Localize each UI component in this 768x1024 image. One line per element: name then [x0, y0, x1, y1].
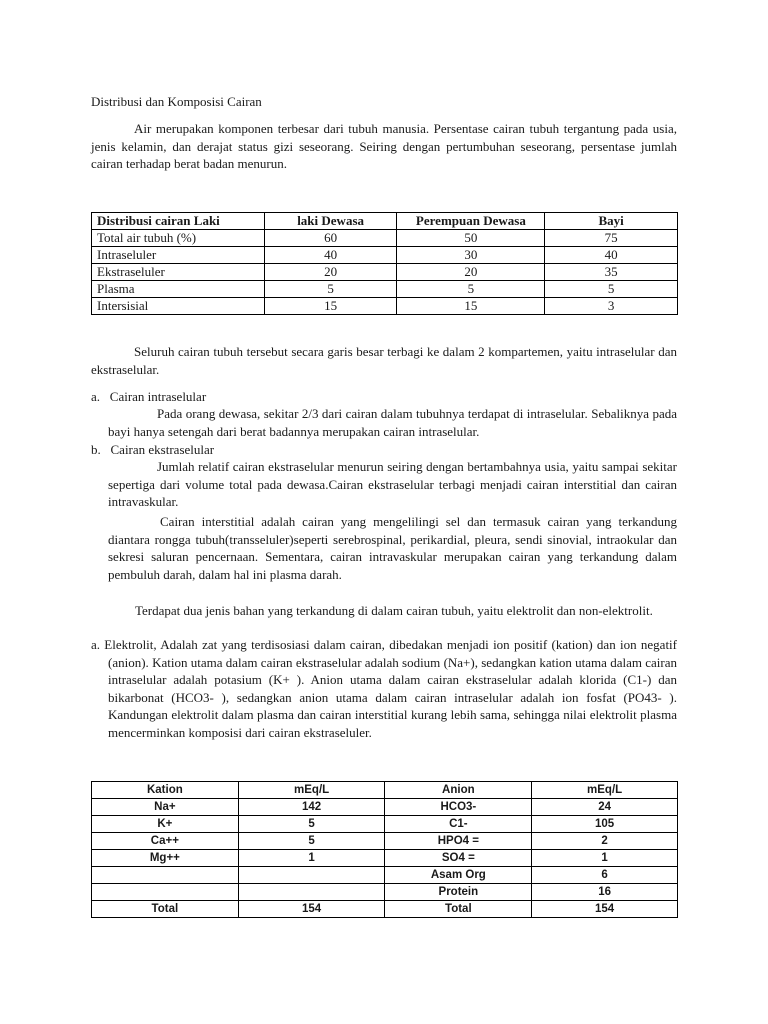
table-cell: 35: [545, 264, 678, 281]
table-cell: Protein: [385, 884, 532, 901]
table-cell: Total: [92, 901, 239, 918]
table-cell: 50: [397, 230, 545, 247]
table-cell: HPO4 =: [385, 833, 532, 850]
table-total-row: [92, 901, 678, 918]
table-header-cell: Bayi: [545, 213, 678, 230]
table-cell: 154: [238, 901, 385, 918]
table-cell: 5: [238, 816, 385, 833]
table-cell: [238, 867, 385, 884]
table-row: [92, 850, 678, 867]
table-header-cell: mEq/L: [238, 782, 385, 799]
table-header-row: [92, 782, 678, 799]
table-cell: 15: [397, 298, 545, 315]
table-cell: 30: [397, 247, 545, 264]
table-cell: HCO3-: [385, 799, 532, 816]
table-cell: Ca++: [92, 833, 239, 850]
fluid-distribution-table: [91, 212, 678, 315]
compartment-paragraph: Seluruh cairan tubuh tersebut secara garis besar terbagi ke dalam 2 kompartemen, yaitu intraselular dan ekstraselular.: [91, 344, 677, 377]
table-cell: 5: [264, 281, 397, 298]
table-row: [92, 230, 678, 247]
table-row: [92, 884, 678, 901]
table-cell: Plasma: [92, 281, 265, 298]
table-cell: 6: [532, 867, 678, 884]
table-row: [92, 281, 678, 298]
table-cell: Intersisial: [92, 298, 265, 315]
list-item-text: Pada orang dewasa, sekitar 2/3 dari cairan dalam tubuhnya terdapat di intraselular. Sebaliknya pada bayi hanya setengah dari berat badannya merupakan cairan intraselular.: [108, 406, 677, 439]
table-cell: Total air tubuh (%): [92, 230, 265, 247]
table-cell: 40: [545, 247, 678, 264]
electrolyte-intro-paragraph: Terdapat dua jenis bahan yang terkandung di dalam cairan tubuh, yaitu elektrolit dan non-elektrolit.: [135, 603, 653, 618]
table-cell: 40: [264, 247, 397, 264]
intro-paragraph: Air merupakan komponen terbesar dari tubuh manusia. Persentase cairan tubuh tergantung pada usia, jenis kelamin, dan derajat status gizi seseorang. Seiring dengan pertumbuhan seseorang, persentase jumlah cairan terhadap berat badan menurun.: [91, 121, 677, 171]
table-header-cell: laki Dewasa: [264, 213, 397, 230]
table-row: [92, 264, 678, 281]
list-item-heading: b. Cairan ekstraselular: [91, 442, 215, 457]
table-cell: Ekstraseluler: [92, 264, 265, 281]
table-row: [92, 867, 678, 884]
table-cell: 60: [264, 230, 397, 247]
list-item-text: Jumlah relatif cairan ekstraselular menurun seiring dengan bertambahnya usia, yaitu sampai sekitar sepertiga dari volume total pada dewasa.Cairan ekstraselular terbagi menjadi cairan interstitial dan cairan intravaskular.: [108, 459, 677, 509]
table-cell: 24: [532, 799, 678, 816]
table-cell: Total: [385, 901, 532, 918]
table-cell: Intraseluler: [92, 247, 265, 264]
table-cell: 3: [545, 298, 678, 315]
table-cell: K+: [92, 816, 239, 833]
table-cell: 20: [264, 264, 397, 281]
electrolyte-paragraph: a. Elektrolit, Adalah zat yang terdisosiasi dalam cairan, dibedakan menjadi ion positif (kation) dan ion negatif (anion). Kation utama dalam cairan ekstraselular adalah sodium (Na+), sedangkan kation utama dalam cairan intraselular adalah potasium (K+ ). Anion utama dalam cairan ekstraselular adalah klorida (C1-) dan bikarbonat (HCO3- ), sedangkan anion utama dalam cairan intraselular adalah ion fosfat (PO43- ). Kandungan elektrolit dalam plasma dan cairan interstitial kurang lebih sama, sehingga nilai elektrolit plasma mencerminkan komposisi dari cairan ekstraseluler.: [91, 637, 677, 740]
electrolyte-table: [91, 781, 678, 918]
table-row: [92, 816, 678, 833]
table-row: [92, 799, 678, 816]
list-item-text: Cairan interstitial adalah cairan yang mengelilingi sel dan termasuk cairan yang terkandung diantara rongga tubuh(transseluler)seperti serebrospinal, perikardial, pleura, sendi sinovial, intraokular dan sekresi saluran pencernaan. Sementara, cairan intravaskular merupakan cairan yang terkandung dalam pembuluh darah, dalam hal ini plasma darah.: [108, 514, 677, 582]
table-cell: 1: [238, 850, 385, 867]
table-header-cell: Distribusi cairan Laki: [92, 213, 265, 230]
table-cell: 5: [545, 281, 678, 298]
table-cell: [92, 867, 239, 884]
table-cell: 105: [532, 816, 678, 833]
table-cell: [238, 884, 385, 901]
table-header-cell: Perempuan Dewasa: [397, 213, 545, 230]
table-cell: 1: [532, 850, 678, 867]
table-header-row: [92, 213, 678, 230]
table-cell: SO4 =: [385, 850, 532, 867]
table-row: [92, 247, 678, 264]
table-cell: 5: [397, 281, 545, 298]
table-row: [92, 298, 678, 315]
table-header-cell: Anion: [385, 782, 532, 799]
table-cell: 20: [397, 264, 545, 281]
table-header-cell: Kation: [92, 782, 239, 799]
table-cell: Na+: [92, 799, 239, 816]
table-cell: 2: [532, 833, 678, 850]
table-cell: 16: [532, 884, 678, 901]
table-cell: Mg++: [92, 850, 239, 867]
table-cell: C1-: [385, 816, 532, 833]
table-cell: 154: [532, 901, 678, 918]
table-row: [92, 833, 678, 850]
table-header-cell: mEq/L: [532, 782, 678, 799]
table-cell: [92, 884, 239, 901]
table-cell: 75: [545, 230, 678, 247]
list-item-heading: a. Cairan intraselular: [91, 389, 207, 404]
table-cell: 142: [238, 799, 385, 816]
document-title: Distribusi dan Komposisi Cairan: [91, 94, 262, 109]
table-cell: 5: [238, 833, 385, 850]
table-cell: 15: [264, 298, 397, 315]
table-cell: Asam Org: [385, 867, 532, 884]
